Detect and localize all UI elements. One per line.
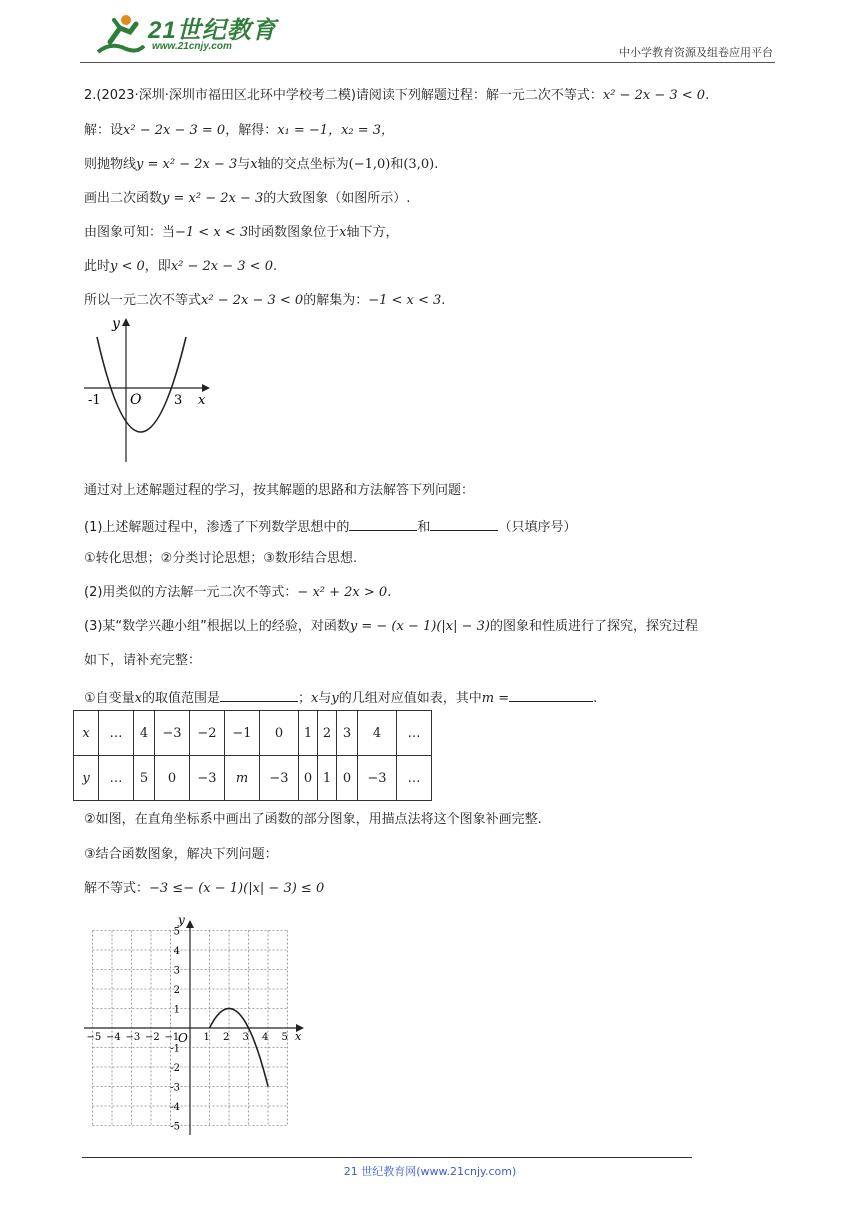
y-tick-label: -5: [170, 1121, 180, 1133]
inequality: −1 < x < 3: [175, 225, 249, 240]
question-2: [84, 584, 391, 602]
equation: y = x² − 2x − 3: [136, 157, 238, 172]
inequality: −3 ≤− (x − 1)(|x| − 3) ≤ 0: [149, 881, 325, 896]
x-tick-label: 1: [203, 1032, 210, 1043]
solution-line-3: [84, 190, 410, 208]
y-tick-label: -3: [170, 1082, 180, 1094]
table-cell: 4: [358, 711, 397, 756]
y-tick-label: 4: [173, 946, 180, 957]
text: ①自变量: [84, 691, 135, 706]
text: 画出二次函数: [84, 191, 163, 206]
y-tick-label: 5: [173, 926, 180, 938]
table-cell: 0: [155, 756, 190, 801]
footer-divider: [82, 1157, 692, 1158]
problem-source: (2023·深圳·深圳市福田区北环中学校考二模): [96, 88, 356, 103]
problem-number: 2.: [84, 88, 97, 103]
inequality: x² − 2x − 3 < 0: [201, 293, 304, 308]
table-cell: −3: [260, 756, 299, 801]
y-tick-label: 3: [173, 965, 180, 977]
text: 时函数图象位于: [248, 225, 340, 240]
text: 由图象可知：当: [84, 225, 176, 240]
text: 解不等式：: [84, 881, 150, 896]
equation: x² − 2x − 3 = 0: [123, 123, 226, 138]
var: x: [339, 225, 347, 240]
text: ，即: [144, 259, 171, 274]
origin-label: O: [130, 392, 142, 408]
table-cell: −3: [358, 756, 397, 801]
value-table: [73, 710, 432, 801]
table-cell: 3: [337, 711, 358, 756]
y-tick-label: -4: [170, 1102, 180, 1113]
text: 解：设: [84, 123, 124, 138]
intro-inequality: x² − 2x − 3 < 0.: [602, 88, 710, 103]
x-tick-label: 4: [262, 1032, 269, 1043]
inequality: − x² + 2x > 0: [297, 585, 388, 600]
text: （只填序号）: [498, 520, 577, 535]
table-cell: …: [99, 756, 134, 801]
table-cell: …: [397, 756, 432, 801]
solution-line-4: [84, 224, 398, 242]
text: 的取值范围是: [142, 691, 221, 706]
table-cell: 4: [134, 711, 155, 756]
table-cell: y: [74, 756, 99, 801]
text: 所以一元二次不等式: [84, 293, 202, 308]
table-cell: 0: [299, 756, 318, 801]
inequality: x² − 2x − 3 < 0: [170, 259, 273, 274]
platform-name: 中小学教育资源及组卷应用平台: [619, 46, 773, 59]
roots: x₁ = −1，x₂ = 3，: [277, 123, 395, 138]
x-tick-label: −3: [125, 1032, 141, 1043]
text: (2)用类似的方法解一元二次不等式：: [84, 585, 298, 600]
table-cell: x: [74, 711, 99, 756]
table-cell: −2: [190, 711, 225, 756]
inequality: y < 0: [110, 259, 145, 274]
text: 与: [318, 691, 332, 706]
origin-label: O: [178, 1031, 188, 1045]
x-tick-label: 2: [223, 1032, 230, 1043]
equation: y = x² − 2x − 3: [162, 191, 264, 206]
answer-blank-1[interactable]: [349, 516, 417, 531]
text: (3)某“数学兴趣小组”根据以上的经验，对函数: [84, 619, 350, 634]
x-tick-label: −5: [86, 1032, 102, 1043]
table-cell: −1: [225, 711, 260, 756]
text: .: [272, 259, 278, 274]
logo-text: 21世纪教育: [148, 17, 277, 44]
table-cell: 2: [318, 711, 337, 756]
table-cell: −3: [155, 711, 190, 756]
text: 的大致图象（如图所示）.: [263, 191, 411, 206]
page-header: [80, 10, 775, 63]
table-cell: 5: [134, 756, 155, 801]
domain-blank[interactable]: [220, 687, 298, 702]
text: .: [387, 585, 392, 600]
text: 的图象和性质进行了探究，探究过程: [489, 619, 698, 634]
question-3-3: ③结合函数图象，解决下列问题：: [84, 847, 278, 862]
solution-line-5: [84, 258, 277, 276]
y-tick-label: -1: [170, 1043, 180, 1055]
y-tick-label: 2: [173, 985, 180, 996]
solution-line-2: [84, 156, 438, 174]
text: .: [434, 157, 439, 172]
footer-text[interactable]: 21 世纪教育网(www.21cnjy.com): [343, 1165, 517, 1178]
x-tick-label: −4: [106, 1032, 121, 1043]
question-3-cont: 如下，请补充完整：: [84, 653, 202, 668]
text: 和: [417, 520, 431, 535]
x-label: x: [295, 1030, 302, 1043]
table-row: [74, 756, 432, 801]
questions-lead: 通过对上述解题过程的学习，按其解题的思路和方法解答下列问题：: [84, 483, 475, 498]
solution-set: −1 < x < 3: [368, 293, 442, 308]
question-3-inequality: [84, 880, 324, 898]
table-row: [74, 711, 432, 756]
answer-blank-2[interactable]: [430, 516, 498, 531]
function: y = − (x − 1)(|x| − 3): [349, 619, 490, 634]
text: 轴的交点坐标为: [257, 157, 349, 172]
tick-labels: [87, 927, 288, 1133]
point: (3,0): [403, 157, 435, 172]
y-label: y: [178, 913, 185, 927]
var: x: [134, 691, 142, 706]
solution-line-1: [84, 122, 394, 140]
y-tick-label: -2: [170, 1063, 180, 1074]
text: 的几组对应值如表，其中: [338, 691, 482, 706]
table-cell: …: [99, 711, 134, 756]
text: 和: [390, 157, 404, 172]
problem-intro: [84, 87, 709, 105]
table-cell: −3: [190, 756, 225, 801]
var: m =: [481, 691, 510, 706]
table-cell: m: [225, 756, 260, 801]
table-cell: 0: [260, 711, 299, 756]
y-tick-label: 1: [173, 1004, 180, 1016]
coordinate-grid: [80, 910, 320, 1140]
text: 轴下方，: [346, 225, 399, 240]
runner-logo-icon: [90, 12, 146, 58]
site-logo[interactable]: [90, 12, 320, 58]
root-right-label: 3: [174, 393, 183, 408]
var: y: [331, 691, 339, 706]
table-cell: 1: [318, 756, 337, 801]
x-tick-label: 3: [242, 1032, 249, 1043]
question-3-1: [84, 687, 597, 708]
text: .: [441, 293, 446, 308]
y-axis-arrow: [122, 318, 130, 326]
text: .: [593, 691, 598, 706]
var: x: [311, 691, 319, 706]
x-tick-label: −1: [164, 1032, 180, 1043]
question-1: [84, 516, 576, 537]
text: ；: [298, 691, 312, 706]
table-cell: 0: [337, 756, 358, 801]
y-axis-arrow: [186, 920, 194, 928]
point: (−1,0): [348, 157, 391, 172]
text: 与: [237, 157, 251, 172]
var: x: [250, 157, 258, 172]
m-value-blank[interactable]: [509, 687, 593, 702]
y-label: y: [112, 316, 120, 332]
logo-url: www.21cnjy.com: [152, 41, 232, 52]
text: (1)上述解题过程中，渗透了下列数学思想中的: [84, 520, 350, 535]
x-label: x: [198, 393, 206, 408]
parabola-sketch: [82, 312, 222, 472]
table-cell: …: [397, 711, 432, 756]
x-tick-label: 5: [281, 1032, 288, 1043]
question-3: [84, 618, 698, 636]
text: ，解得：: [225, 123, 278, 138]
x-tick-label: −2: [145, 1032, 160, 1043]
question-1-options: ①转化思想；②分类讨论思想；③数形结合思想.: [84, 551, 358, 566]
question-3-2: ②如图，在直角坐标系中画出了函数的部分图象，用描点法将这个图象补画完整.: [84, 812, 542, 827]
parabola-curve: [97, 337, 186, 432]
text: 则抛物线: [84, 157, 137, 172]
solution-line-6: [84, 292, 445, 310]
intro-text: 请阅读下列解题过程：解一元二次不等式：: [355, 88, 603, 103]
x-axis-arrow: [202, 384, 210, 392]
root-left-label: -1: [88, 393, 101, 408]
text: 的解集为：: [303, 293, 369, 308]
table-cell: 1: [299, 711, 318, 756]
text: 此时: [84, 259, 111, 274]
